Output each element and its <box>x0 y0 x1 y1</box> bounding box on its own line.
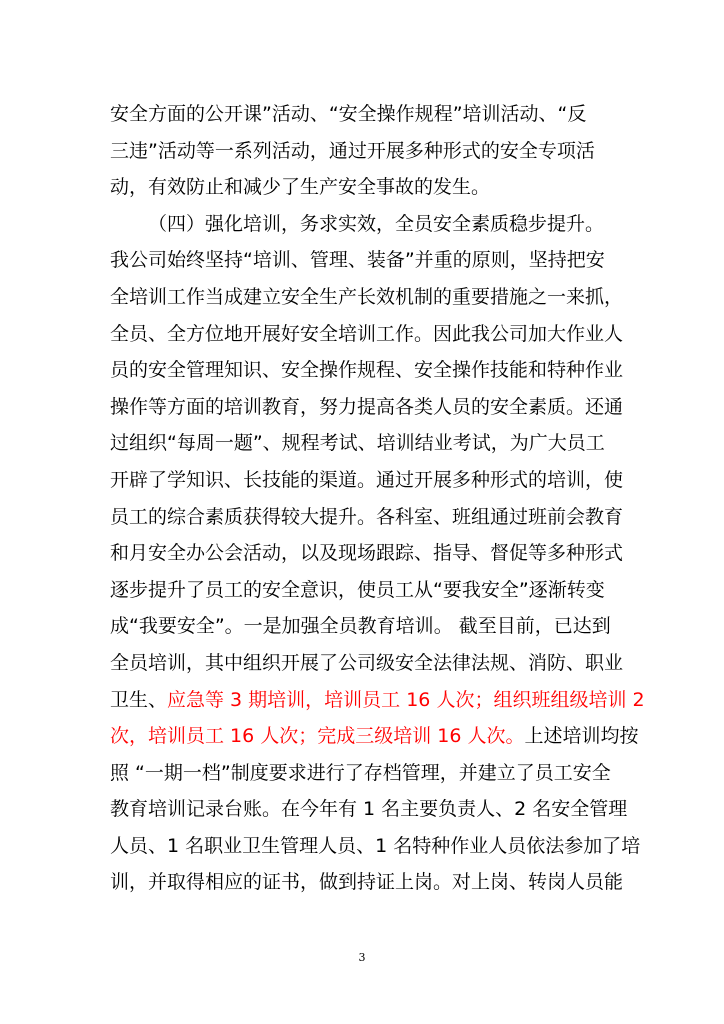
text-line <box>110 96 620 133</box>
text-segment: 员工的综合素质获得较大提升。各科室、班组通过班前会教育 <box>110 505 624 528</box>
text-segment: 全员培训，其中组织开展了公司级安全法律法规、消防、职业 <box>110 651 624 674</box>
text-segment: 我公司始终坚持“培训、管理、装备”并重的原则，坚持把安 <box>110 249 605 272</box>
text-line <box>110 169 620 206</box>
text-segment: 教育培训记录台账。在今年有 1 名主要负责人、2 名安全管理 <box>110 798 628 821</box>
text-line <box>110 352 624 389</box>
body-text <box>110 96 645 901</box>
text-line <box>110 828 641 865</box>
text-line <box>110 316 624 353</box>
text-line <box>110 572 620 609</box>
text-line <box>110 499 624 536</box>
text-segment: 操作等方面的培训教育，努力提高各类人员的安全素质。还通 <box>110 395 624 418</box>
text-line <box>110 535 624 572</box>
text-line <box>110 645 624 682</box>
text-segment: 过组织“每周一题”、规程考试、培训结业考试，为广大员工 <box>110 432 605 455</box>
text-segment: 上述培训均按 <box>524 725 639 748</box>
text-line <box>110 608 620 645</box>
text-segment: 和月安全办公会活动，以及现场跟踪、指导、督促等多种形式 <box>110 542 624 565</box>
text-segment: 开辟了学知识、长技能的渠道。通过开展多种形式的培训，使 <box>110 468 624 491</box>
text-line <box>110 462 624 499</box>
text-segment: 成“我要安全”。一是加强全员教育培训。 截至目前，已达到 <box>110 615 611 638</box>
text-line <box>110 864 624 901</box>
text-segment: （四）强化培训，务求实效，全员安全素质稳步提升。 <box>148 212 605 235</box>
text-line <box>110 755 620 792</box>
highlighted-text: 次，培训员工 16 人次；完成三级培训 16 人次。 <box>110 725 525 748</box>
text-segment: 训，并取得相应的证书，做到持证上岗。对上岗、转岗人员能 <box>110 871 624 894</box>
text-segment: 全员、全方位地开展好安全培训工作。因此我公司加大作业人 <box>110 322 624 345</box>
text-segment: 三违”活动等一系列活动，通过开展多种形式的安全专项活 <box>110 139 595 162</box>
text-line <box>110 279 624 316</box>
text-segment: 动，有效防止和减少了生产安全事故的发生。 <box>110 176 491 199</box>
text-line <box>110 425 620 462</box>
text-line <box>110 242 620 279</box>
text-segment: 逐步提升了员工的安全意识，使员工从“要我安全”逐渐转变 <box>110 578 605 601</box>
text-line <box>110 791 628 828</box>
text-segment: 安全方面的公开课”活动、“安全操作规程”培训活动、“反 <box>110 103 587 125</box>
text-line <box>110 206 620 243</box>
text-segment: 人员、1 名职业卫生管理人员、1 名特种作业人员依法参加了培 <box>110 834 641 857</box>
text-segment: 照 “一期一档”制度要求进行了存档管理，并建立了员工安全 <box>110 761 611 784</box>
text-segment: 全培训工作当成建立安全生产长效机制的重要措施之一来抓， <box>110 285 624 308</box>
text-segment: 员的安全管理知识、安全操作规程、安全操作技能和特种作业 <box>110 359 624 382</box>
text-segment: 卫生、 <box>110 688 168 711</box>
text-line <box>110 718 639 755</box>
text-line <box>110 682 645 719</box>
page-number: 3 <box>358 951 366 964</box>
highlighted-text: 应急等 3 期培训，培训员工 16 人次；组织班组级培训 2 <box>167 688 645 711</box>
text-line <box>110 389 624 426</box>
text-line <box>110 133 620 170</box>
